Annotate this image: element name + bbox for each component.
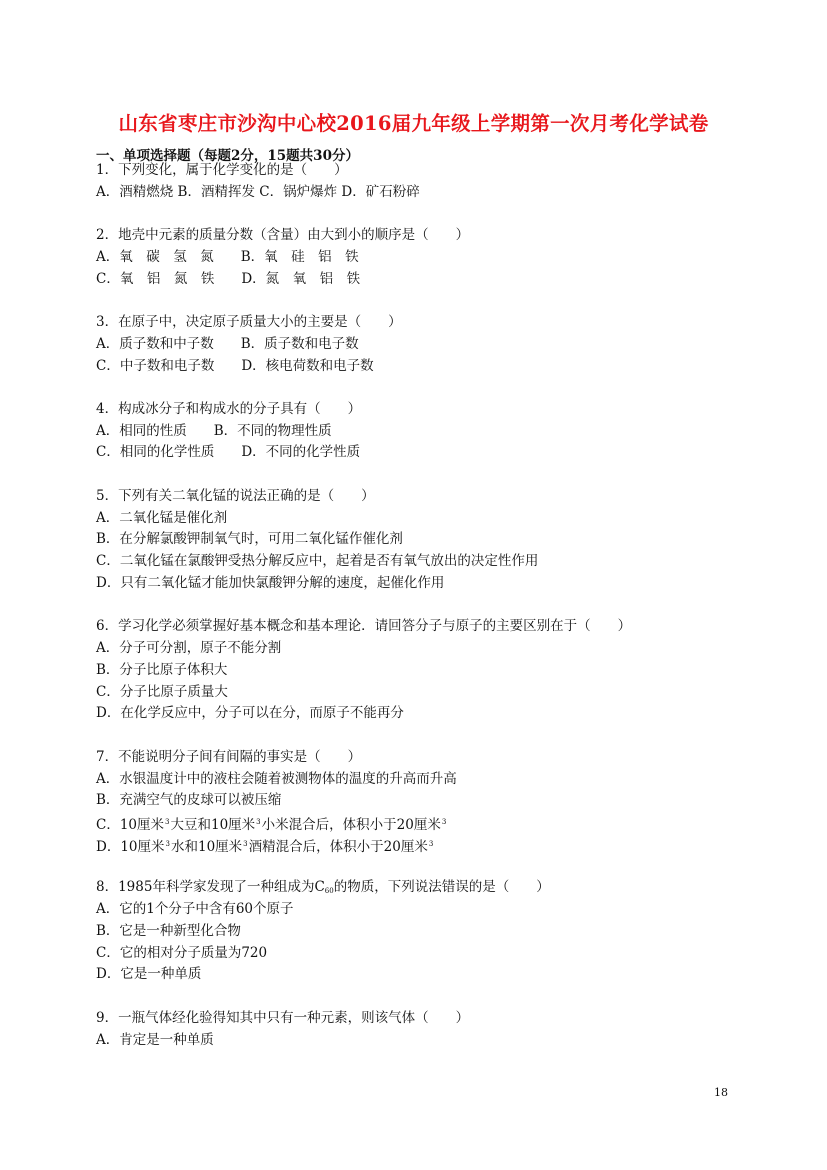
option-text: 大豆和10厘米 xyxy=(170,817,256,834)
option-line: B．分子比原子体积大 xyxy=(96,661,228,678)
question-1 xyxy=(96,160,736,204)
question-9 xyxy=(96,1008,736,1052)
option-line: C．中子数和电子数 D．核电荷数和电子数 xyxy=(96,357,374,374)
question-stem: 4．构成冰分子和构成水的分子具有（ ） xyxy=(96,400,362,417)
question-list xyxy=(96,160,736,1073)
superscript: 3 xyxy=(165,818,170,827)
option-line: D．在化学反应中，分子可以在分，而原子不能再分 xyxy=(96,705,404,722)
option-line: A．水银温度计中的液柱会随着被测物体的温度的升高而升高 xyxy=(96,770,457,787)
option-line: A．质子数和中子数 B．质子数和电子数 xyxy=(96,335,359,352)
option-line: C．它的相对分子质量为720 xyxy=(96,944,268,961)
option-line: C．二氧化锰在氯酸钾受热分解反应中，起着是否有氧气放出的决定性作用 xyxy=(96,553,539,570)
superscript: 3 xyxy=(256,818,261,827)
option-line: D．它是一种单质 xyxy=(96,966,202,983)
option-line: A．它的1个分子中含有60个原子 xyxy=(96,901,294,918)
question-2 xyxy=(96,225,736,290)
option-line: A．肯定是一种单质 xyxy=(96,1031,214,1048)
option-line: B．它是一种新型化合物 xyxy=(96,922,241,939)
question-stem: 1．下列变化，属于化学变化的是（ ） xyxy=(96,162,348,178)
question-5 xyxy=(96,486,736,595)
superscript: 3 xyxy=(165,839,170,848)
option-text: 水和10厘米 xyxy=(170,838,243,855)
page-number: 18 xyxy=(714,1086,728,1099)
question-stem: 3．在原子中，决定原子质量大小的主要是（ ） xyxy=(96,313,402,330)
superscript: 3 xyxy=(441,818,447,827)
question-stem xyxy=(96,877,736,899)
option-line: A．相同的性质 B．不同的物理性质 xyxy=(96,422,332,439)
option-line-d xyxy=(96,834,736,856)
subscript: 60 xyxy=(324,887,334,896)
superscript: 3 xyxy=(243,839,248,848)
option-line: C．氧 铝 氮 铁 D．氮 氧 铝 铁 xyxy=(96,270,361,287)
question-stem: 2．地壳中元素的质量分数（含量）由大到小的顺序是（ ） xyxy=(96,227,470,244)
exam-title: 山东省枣庄市沙沟中心校2016届九年级上学期第一次月考化学试卷 xyxy=(118,112,709,135)
option-line-c xyxy=(96,812,736,834)
question-stem: 6．学习化学必须掌握好基本概念和基本理论．请回答分子与原子的主要区别在于（ ） xyxy=(96,618,632,635)
question-7 xyxy=(96,747,736,856)
option-line: B．在分解氯酸钾制氧气时，可用二氧化锰作催化剂 xyxy=(96,531,403,548)
stem-text: 的物质，下列说法错误的是（ ） xyxy=(333,879,550,896)
question-stem: 5．下列有关二氧化锰的说法正确的是（ ） xyxy=(96,487,375,504)
option-text: D．10厘米 xyxy=(96,838,165,855)
option-line: B．充满空气的皮球可以被压缩 xyxy=(96,792,282,809)
stem-text: 8．1985年科学家发现了一种组成为C xyxy=(96,879,325,896)
option-line: A．酒精燃烧 B．酒精挥发 C．锅炉爆炸 D．矿石粉碎 xyxy=(96,183,420,200)
option-line: C．分子比原子质量大 xyxy=(96,683,228,700)
option-text: C．10厘米 xyxy=(96,817,165,834)
question-3 xyxy=(96,312,736,377)
question-4 xyxy=(96,399,736,464)
question-stem: 7．不能说明分子间有间隔的事实是（ ） xyxy=(96,748,362,765)
question-stem: 9．一瓶气体经化验得知其中只有一种元素，则该气体（ ） xyxy=(96,1009,470,1026)
option-line: A．二氧化锰是催化剂 xyxy=(96,509,228,526)
option-line: A．分子可分割，原子不能分割 xyxy=(96,640,282,657)
option-line: D．只有二氧化锰才能加快氯酸钾分解的速度，起催化作用 xyxy=(96,574,445,591)
question-8 xyxy=(96,877,736,986)
superscript: 3 xyxy=(428,839,434,848)
option-line: A．氧 碳 氢 氮 B．氧 硅 铝 铁 xyxy=(96,248,359,265)
section-heading: 一、单项选择题（每题2分，15题共30分） xyxy=(96,148,359,164)
option-text: 小米混合后，体积小于20厘米 xyxy=(261,817,441,834)
option-text: 酒精混合后，体积小于20厘米 xyxy=(248,838,428,855)
question-6 xyxy=(96,616,736,725)
option-line: C．相同的化学性质 D．不同的化学性质 xyxy=(96,444,361,461)
